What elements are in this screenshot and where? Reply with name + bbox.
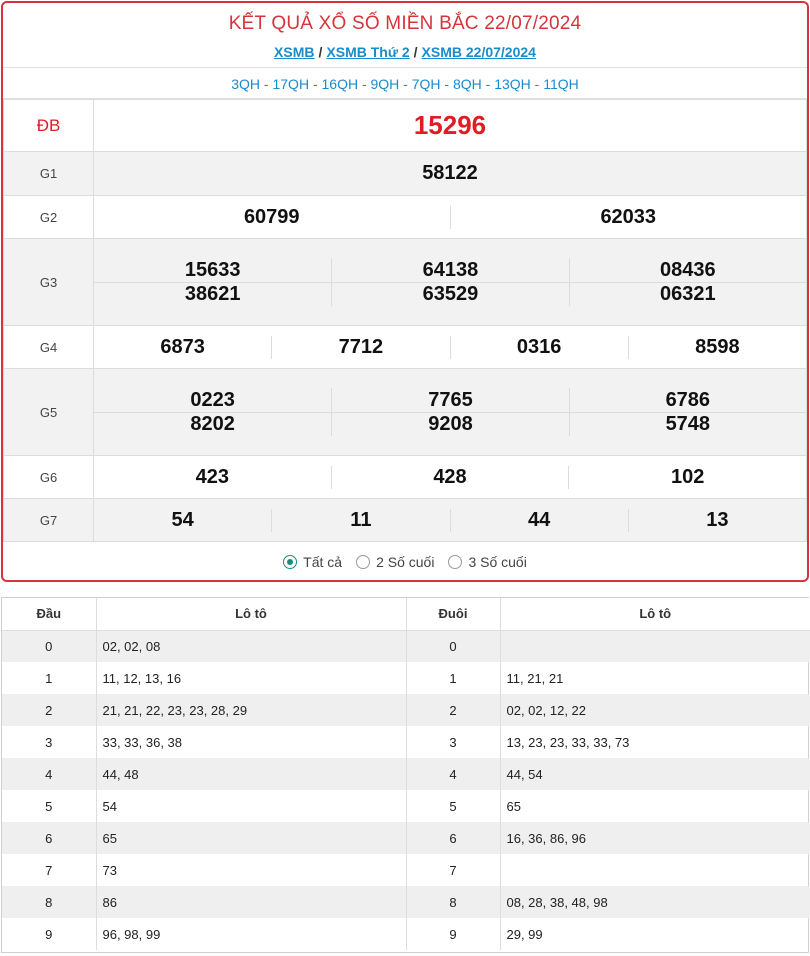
- radio-checked-icon: [283, 555, 297, 569]
- prize-number: 0316: [516, 335, 562, 358]
- draw-codes: 3QH - 17QH - 16QH - 9QH - 7QH - 8QH - 13QH - 11QH: [3, 67, 807, 99]
- prize-number: 58122: [422, 162, 478, 184]
- loto-body: [2, 630, 810, 950]
- prize-row-g1: [4, 152, 807, 196]
- loto-header-row: [2, 598, 810, 630]
- prize-label-g1: G1: [4, 152, 94, 196]
- table-row: [2, 886, 810, 918]
- prize-number: 423: [195, 465, 230, 488]
- radio-unchecked-icon: [448, 555, 462, 569]
- prize-cell: [94, 499, 807, 542]
- dau-digit: 6: [2, 822, 96, 854]
- filter-option-label: 2 Số cuối: [376, 554, 435, 570]
- prize-number: 6786: [665, 388, 711, 411]
- dau-loto-values: 44, 48: [96, 758, 406, 790]
- dau-digit: 7: [2, 854, 96, 886]
- duoi-digit: 6: [406, 822, 500, 854]
- prize-row-g2: [4, 196, 807, 239]
- dau-digit: 2: [2, 694, 96, 726]
- prize-number: 62033: [600, 205, 657, 228]
- column-header-dau: Đầu: [2, 598, 96, 630]
- duoi-digit: 1: [406, 662, 500, 694]
- prize-row-db: [4, 100, 807, 152]
- prize-number: 15633: [184, 258, 241, 281]
- prize-number: 08436: [660, 258, 716, 281]
- special-prize-number: 15296: [413, 110, 487, 140]
- table-row: [2, 630, 810, 662]
- duoi-digit: 2: [406, 694, 500, 726]
- prize-number: 11: [350, 508, 372, 531]
- table-row: [2, 726, 810, 758]
- prize-table: [3, 99, 807, 542]
- table-row: [2, 694, 810, 726]
- prize-number: 13: [706, 508, 729, 531]
- dau-digit: 5: [2, 790, 96, 822]
- duoi-loto-values: 13, 23, 23, 33, 33, 73: [506, 734, 630, 750]
- prize-label-g6: G6: [4, 456, 94, 499]
- table-row: [2, 918, 810, 950]
- prize-number: 64138: [422, 258, 479, 281]
- result-panel: [1, 1, 809, 582]
- radio-unchecked-icon: [356, 555, 370, 569]
- prize-number: 9208: [428, 413, 473, 435]
- dau-loto-values: 65: [96, 822, 406, 854]
- prize-number: 54: [171, 508, 194, 531]
- dau-loto-values: 96, 98, 99: [96, 918, 406, 950]
- table-row: [2, 822, 810, 854]
- filter-2-digits-radio[interactable]: [356, 554, 434, 570]
- duoi-digit: 8: [406, 886, 500, 918]
- prize-number: 8598: [695, 335, 740, 358]
- loto-panel: [1, 597, 809, 953]
- dau-loto-values: 54: [96, 790, 406, 822]
- prize-number: 0223: [190, 388, 235, 411]
- prize-number: 63529: [422, 283, 479, 305]
- breadcrumb-xsmb-link[interactable]: XSMB: [274, 44, 315, 60]
- prize-label-g3: G3: [4, 239, 94, 326]
- prize-cell: [94, 100, 807, 152]
- prize-row-g4: [4, 326, 807, 369]
- breadcrumb-separator: /: [318, 44, 323, 60]
- dau-loto-values: 73: [96, 854, 406, 886]
- duoi-loto-values: [500, 854, 810, 886]
- prize-number: 7765: [428, 388, 473, 411]
- breadcrumb: [3, 39, 807, 67]
- dau-loto-values: 02, 02, 08: [96, 630, 406, 662]
- filter-option-label: 3 Số cuối: [468, 554, 527, 570]
- prize-number: 7712: [338, 335, 384, 358]
- prize-cell: [94, 152, 807, 196]
- breadcrumb-weekday-link[interactable]: XSMB Thứ 2: [326, 44, 410, 60]
- dau-loto-values: 11, 12, 13, 16: [96, 662, 406, 694]
- loto-table: [2, 598, 810, 950]
- prize-label-g7: G7: [4, 499, 94, 542]
- prize-row-g6: [4, 456, 807, 499]
- breadcrumb-separator: /: [413, 44, 418, 60]
- column-header-loto: Lô tô: [96, 598, 406, 630]
- prize-row-g5: [4, 369, 807, 456]
- dau-loto-values: 33, 33, 36, 38: [96, 726, 406, 758]
- dau-loto-values: 86: [96, 886, 406, 918]
- breadcrumb-date-link[interactable]: XSMB 22/07/2024: [421, 44, 536, 60]
- prize-number: 60799: [243, 205, 300, 228]
- dau-digit: 3: [2, 726, 96, 758]
- digit-filter: [3, 542, 807, 582]
- prize-number: 44: [528, 508, 551, 531]
- prize-label-g4: G4: [4, 326, 94, 369]
- filter-all-radio[interactable]: [283, 554, 342, 570]
- column-header-loto: Lô tô: [500, 598, 810, 630]
- page-title: KẾT QUẢ XỔ SỐ MIỀN BẮC 22/07/2024: [228, 13, 582, 34]
- prize-number: 428: [433, 465, 467, 488]
- duoi-loto-values: 02, 02, 12, 22: [500, 694, 810, 726]
- dau-digit: 8: [2, 886, 96, 918]
- prize-row-g7: [4, 499, 807, 542]
- dau-loto-values: 21, 21, 22, 23, 23, 28, 29: [96, 694, 406, 726]
- duoi-digit: 7: [406, 854, 500, 886]
- duoi-digit: 5: [406, 790, 500, 822]
- duoi-loto-values: [500, 630, 810, 662]
- table-row: [2, 758, 810, 790]
- filter-3-digits-radio[interactable]: [448, 554, 526, 570]
- prize-row-g3: [4, 239, 807, 326]
- duoi-loto-values: 11, 21, 21: [506, 670, 564, 686]
- duoi-loto-values: 44, 54: [500, 758, 810, 790]
- prize-number: 5748: [665, 413, 711, 435]
- prize-cell: [94, 326, 807, 369]
- prize-label-db: ĐB: [4, 100, 94, 152]
- duoi-loto-values: 65: [506, 798, 521, 814]
- prize-number: 8202: [190, 413, 235, 435]
- column-header-duoi: Đuôi: [406, 598, 500, 630]
- dau-digit: 0: [2, 630, 96, 662]
- prize-cell: [94, 239, 807, 326]
- prize-label-g2: G2: [4, 196, 94, 239]
- prize-number: 38621: [184, 283, 241, 305]
- duoi-digit: 4: [406, 758, 500, 790]
- duoi-digit: 0: [406, 630, 500, 662]
- duoi-digit: 3: [406, 726, 500, 758]
- duoi-digit: 9: [406, 918, 500, 950]
- prize-cell: [94, 196, 807, 239]
- table-row: [2, 662, 810, 694]
- prize-label-g5: G5: [4, 369, 94, 456]
- duoi-loto-values: 29, 99: [506, 926, 543, 942]
- dau-digit: 1: [2, 662, 96, 694]
- table-row: [2, 790, 810, 822]
- prize-number: 06321: [660, 283, 716, 305]
- prize-number: 102: [670, 465, 705, 488]
- dau-digit: 4: [2, 758, 96, 790]
- prize-cell: [94, 369, 807, 456]
- filter-option-label: Tất cả: [303, 554, 343, 570]
- prize-cell: [94, 456, 807, 499]
- table-row: [2, 854, 810, 886]
- duoi-loto-values: 16, 36, 86, 96: [500, 822, 810, 854]
- prize-number: 6873: [160, 335, 205, 358]
- duoi-loto-values: 08, 28, 38, 48, 98: [500, 886, 810, 918]
- dau-digit: 9: [2, 918, 96, 950]
